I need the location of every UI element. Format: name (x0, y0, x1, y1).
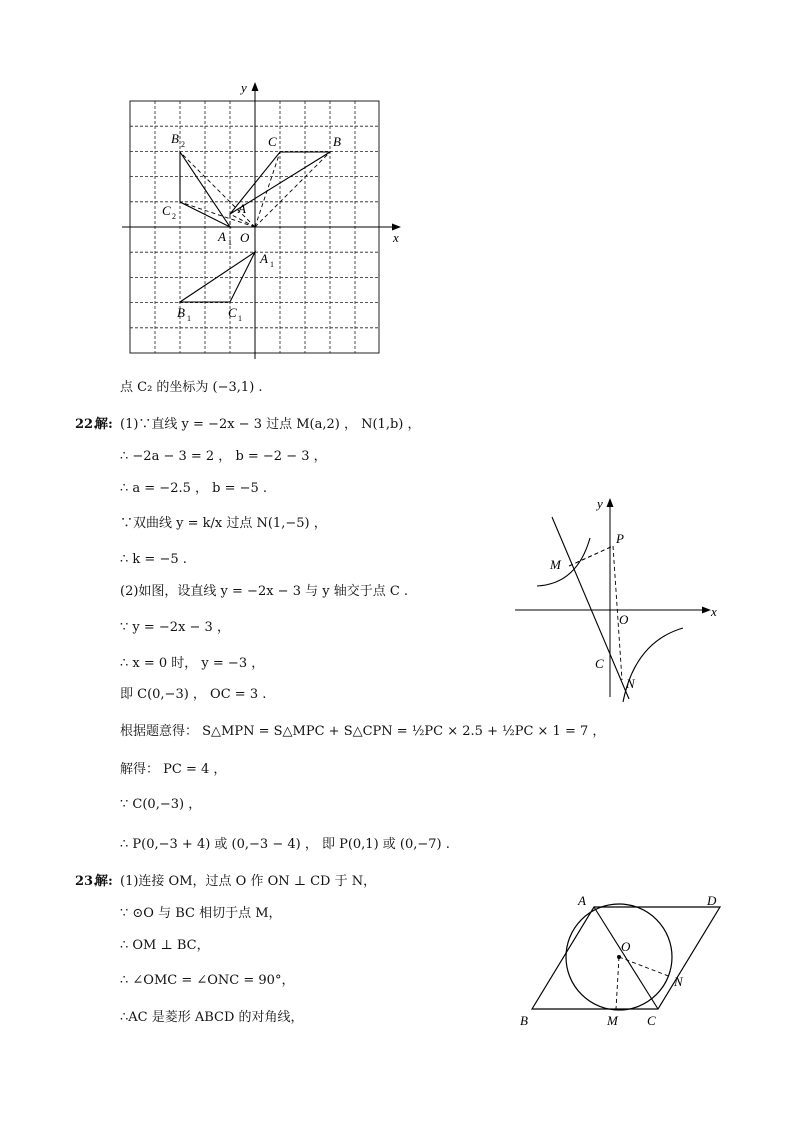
problem-22-jie: 解: (95, 417, 113, 432)
problem-23-jie: 解: (95, 874, 113, 889)
fig22-x-label: x (711, 604, 717, 619)
fig22-label-m: M (550, 557, 561, 572)
p22-line-13: ∴ P(0,−3 + 4) 或 (0,−3 − 4) ， 即 P(0,1) 或 (0,−7) . (120, 837, 450, 852)
problem-22-number: 22. (75, 417, 98, 432)
x-axis-label: x (393, 230, 399, 245)
hyperbola-figure (505, 492, 735, 707)
p23-line-1: (1)连接 OM，过点 O 作 ON ⊥ CD 于 N， (120, 874, 377, 889)
p22-line-9: 即 C(0,−3) ， OC = 3 . (120, 687, 267, 702)
p22-line-2: ∴ −2a − 3 = 2 ， b = −2 − 3 ， (120, 449, 327, 464)
p22-line-5: ∴ k = −5 . (120, 552, 187, 567)
fig23-label-b: B (520, 1013, 528, 1028)
p22-line-7: ∵ y = −2x − 3 ， (120, 620, 230, 635)
label-a1: A (260, 251, 268, 266)
fig22-label-c: C (595, 656, 604, 671)
label-b2-sub: 2 (181, 140, 185, 149)
p22-line-8: ∴ x = 0 时， y = −3 ， (120, 656, 265, 671)
rhombus-circle-figure (510, 888, 740, 1038)
grid-figure (0, 0, 794, 360)
p22-line-6: (2)如图，设直线 y = −2x − 3 与 y 轴交于点 C . (120, 584, 409, 599)
label-a: A (238, 201, 246, 216)
p23-line-4: ∴ ∠OMC = ∠ONC = 90°， (120, 973, 295, 988)
label-c2-sub: 2 (172, 212, 176, 221)
y-axis-label: y (241, 80, 247, 95)
label-a2: A (218, 229, 226, 244)
p22-line-10: 根据题意得： S△MPN = S△MPC + S△CPN = ½PC × 2.5 + ½PC × 1 = 7 ， (120, 724, 606, 739)
fig23-label-m: M (607, 1013, 618, 1028)
label-a2-sub: 1 (228, 238, 232, 247)
fig23-label-o: O (621, 939, 631, 954)
label-b1-sub: 1 (187, 314, 191, 323)
p22-line-4: ∵双曲线 y = k/x 过点 N(1,−5) ， (120, 516, 327, 531)
fig23-label-c: C (647, 1013, 656, 1028)
label-b1: B (177, 305, 185, 320)
problem-23-number: 23. (75, 874, 98, 889)
fig23-label-d: D (707, 893, 717, 908)
label-c2: C (162, 203, 171, 218)
fig22-label-n: N (626, 676, 635, 691)
p23-line-3: ∴ OM ⊥ BC， (120, 938, 210, 953)
p22-line-11: 解得： PC = 4 ， (120, 762, 227, 777)
fig23-label-a: A (578, 893, 586, 908)
label-c: C (268, 134, 277, 149)
p23-line-5: ∴AC 是菱形 ABCD 的对角线， (120, 1010, 304, 1025)
p23-line-2: ∵ ⊙O 与 BC 相切于点 M， (120, 906, 282, 921)
p22-line-1: (1)∵直线 y = −2x − 3 过点 M(a,2) ， N(1,b) ， (120, 417, 421, 432)
p22-line-12: ∵ C(0,−3) ， (120, 797, 202, 812)
label-a1-sub: 1 (270, 260, 274, 269)
fig22-y-label: y (597, 496, 603, 511)
label-c1: C (228, 305, 237, 320)
label-b: B (333, 134, 341, 149)
p22-line-3: ∴ a = −2.5 ， b = −5 . (120, 481, 268, 496)
c2-coordinate-line: 点 C₂ 的坐标为 (−3,1) . (120, 380, 263, 395)
label-b2: B (171, 131, 179, 146)
label-c1-sub: 1 (238, 314, 242, 323)
label-o: O (240, 230, 250, 245)
fig23-label-n: N (674, 974, 683, 989)
fig22-label-o: O (619, 612, 629, 627)
fig22-label-p: P (616, 531, 624, 546)
